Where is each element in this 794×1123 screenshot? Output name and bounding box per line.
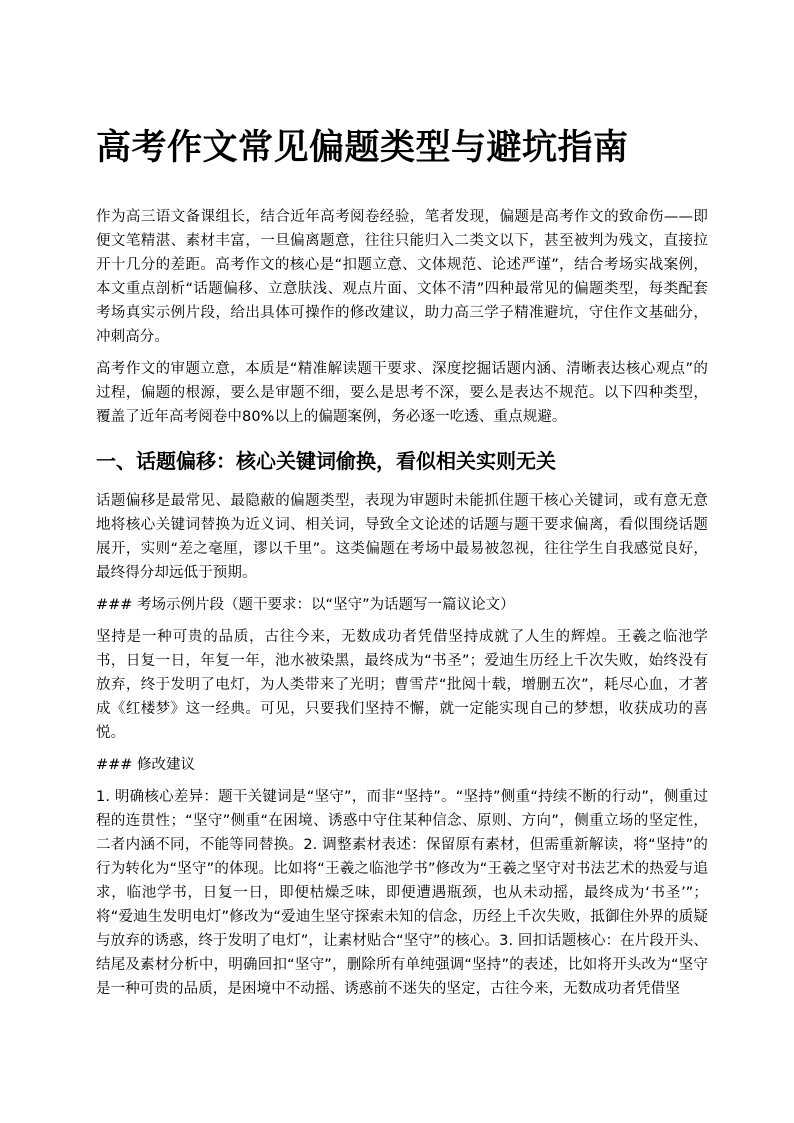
intro-section [96, 205, 708, 429]
advice-text: 1. 明确核心差异：题干关键词是“坚守”，而非“坚持”。“坚持”侧重“持续不断的行动”，侧重过程的连贯性；“坚守”侧重“在困境、诱惑中守住某种信念、原则、方向”，侧重立场的坚定性，二者内涵不同，不能等同替换。2. 调整素材表述：保留原有素材，但需重新解读，将“坚持”的行为转化为“坚守”的体现。比如将“王羲之临池学书”修改为“王羲之坚守对书法艺术的热爱与追求，临池学书，日复一日，即便枯燥乏味，即便遭遇瓶颈，也从未动摇，最终成为‘书圣’”；将“爱迪生发明电灯”修改为“爱迪生坚守探索未知的信念，历经上千次失败，抵御住外界的质疑与放弃的诱惑，终于发明了电灯”，让素材贴合“坚守”的核心。3. 回扣话题核心：在片段开头、结尾及素材分析中，明确回扣“坚守”，删除所有单纯强调“坚持”的表述，比如将开头改为“坚守是一种可贵的品质，是困境中不动摇、诱惑前不迷失的坚定，古往今来，无数成功者凭借坚 [96, 789, 708, 997]
section-heading: 一、话题偏移：核心关键词偷换，看似相关实则无关 [96, 449, 556, 473]
intro-paragraph: 作为高三语文备课组长，结合近年高考阅卷经验，笔者发现，偏题是高考作文的致命伤——即便文笔精湛、素材丰富，一旦偏离题意，往往只能归入二类文以下，甚至被判为残文，直接拉开十几分的差距。高考作文的核心是“扣题立意、文体规范、论述严谨”，结合考场实战案例，本文重点剖析“话题偏移、立意肤浅、观点片面、文体不清”四种最常见的偏题类型，每类配套考场真实示例片段，给出具体可操作的修改建议，助力高三学子精准避坑，守住作文基础分，冲刺高分。 [96, 209, 708, 345]
advice-heading: ### 修改建议 [96, 757, 196, 773]
intro-paragraph: 高考作文的审题立意，本质是“精准解读题干要求、深度挖掘话题内涵、清晰表达核心观点”的过程，偏题的根源，要么是审题不细，要么是思考不深，要么是表达不规范。以下四种类型，覆盖了近年高考阅卷中80%以上的偏题案例，务必逐一吃透、重点规避。 [96, 361, 708, 425]
example-heading: ### 考场示例片段（题干要求：以“坚守”为话题写一篇议论文） [96, 597, 515, 613]
document-body [96, 120, 708, 1009]
document-title: 高考作文常见偏题类型与避坑指南 [96, 128, 629, 168]
section-paragraph: 话题偏移是最常见、最隐蔽的偏题类型，表现为审题时未能抓住题干核心关键词，或有意无意地将核心关键词替换为近义词、相关词，导致全文论述的话题与题干要求偏离，看似围绕话题展开，实则“差之毫厘，谬以千里”。这类偏题在考场中最易被忽视，往往学生自我感觉良好，最终得分却远低于预期。 [96, 493, 708, 581]
example-text: 坚持是一种可贵的品质，古往今来，无数成功者凭借坚持成就了人生的辉煌。王羲之临池学书，日复一日，年复一年，池水被染黑，最终成为“书圣”；爱迪生历经上千次失败，始终没有放弃，终于发明了电灯，为人类带来了光明；曹雪芹“批阅十载，增删五次”，耗尽心血，才著成《红楼梦》这一经典。可见，只要我们坚持不懈，就一定能实现自己的梦想，收获成功的喜悦。 [96, 629, 708, 741]
